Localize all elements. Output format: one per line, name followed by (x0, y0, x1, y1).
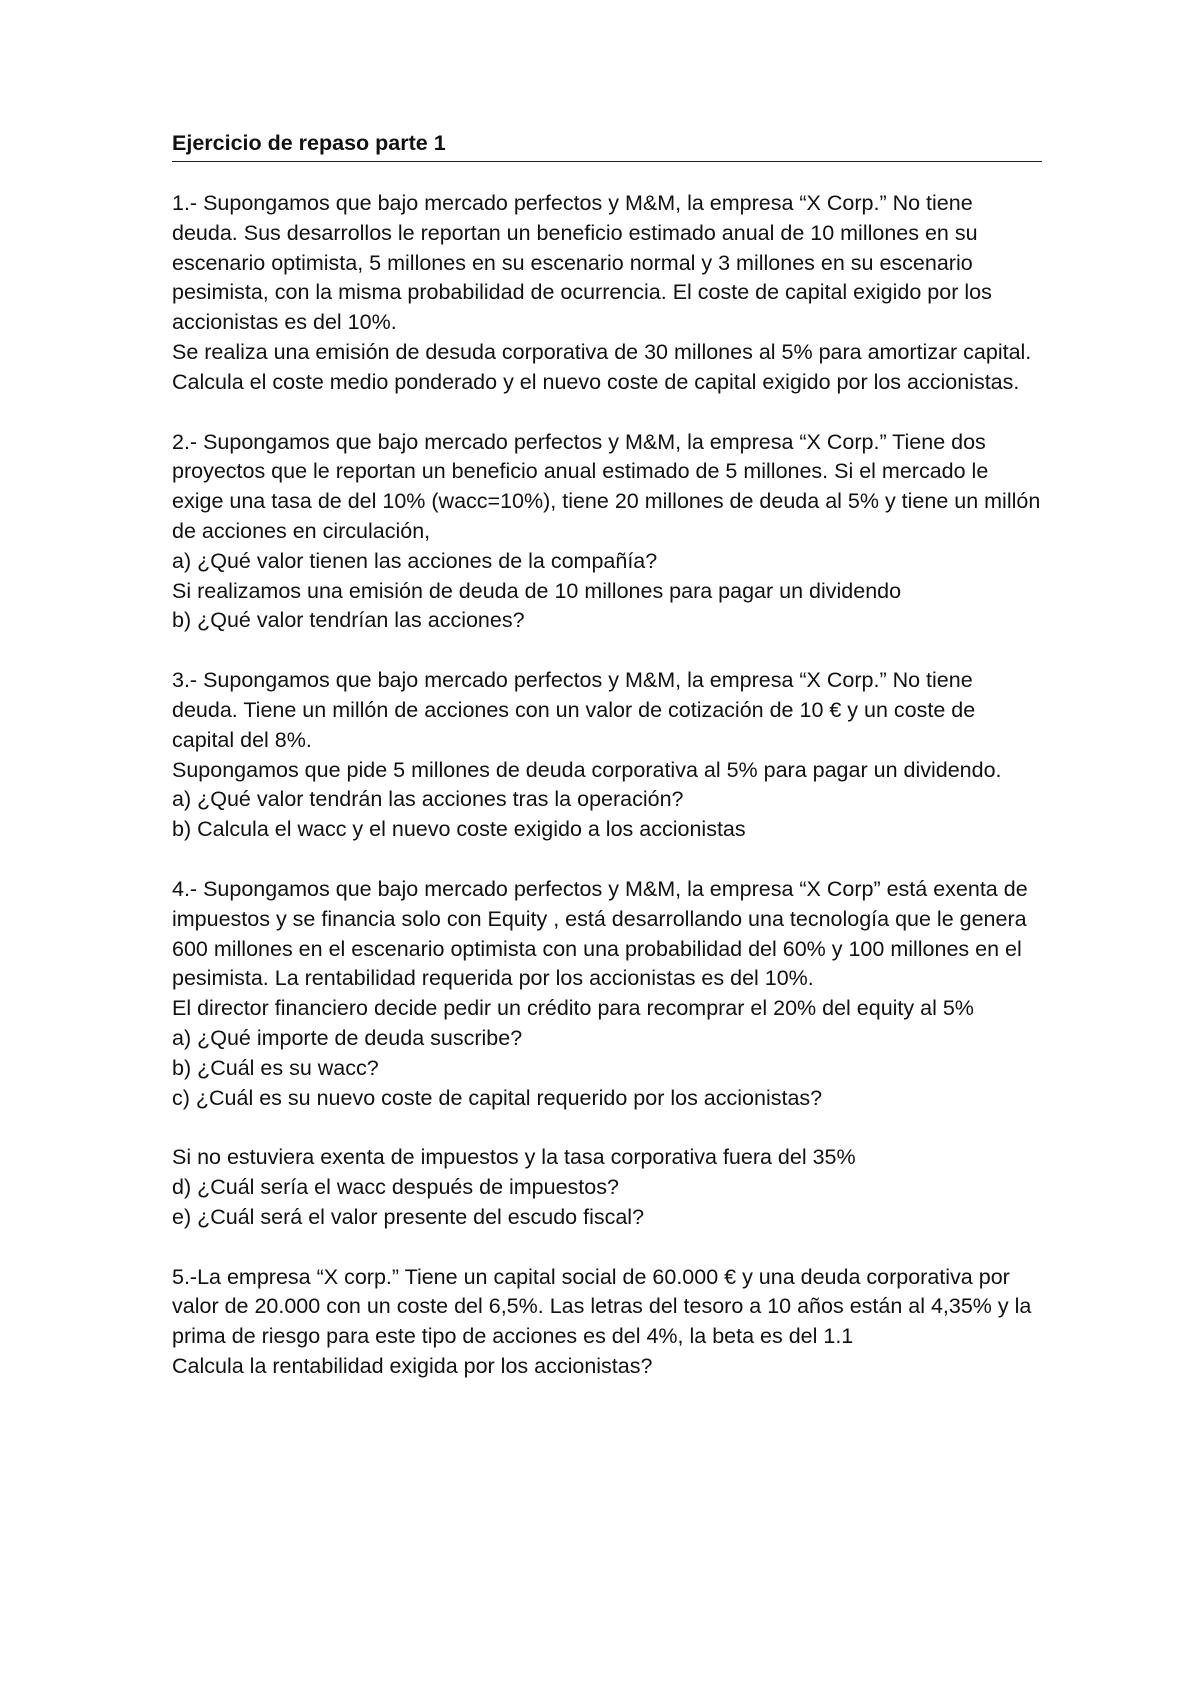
exercise-text-line: b) ¿Qué valor tendrían las acciones? (172, 608, 525, 633)
exercise-text-line: c) ¿Cuál es su nuevo coste de capital requerido por los accionistas? (172, 1085, 823, 1110)
exercise-text-line: e) ¿Cuál será el valor presente del escudo fiscal? (172, 1204, 645, 1229)
exercise-text-line: 2.- Supongamos que bajo mercado perfectos y M&M, la empresa “X Corp.” Tiene dos proyectos que le reportan un beneficio anual estimado de 5 millones. Si el mercado le exige una tasa de del 10% (wacc=10%), tiene 20 millones de deuda al 5% y tiene un millón de acciones en circulación, (172, 429, 1041, 543)
exercise-text-line: 1.- Supongamos que bajo mercado perfectos y M&M, la empresa “X Corp.” No tiene deuda. Sus desarrollos le reportan un beneficio estimado anual de 10 millones en su escenario optimista, 5 millones en su escenario normal y 3 millones en su escenario pesimista, con la misma probabilidad de ocurrencia. El coste de capital exigido por los accionistas es del 10%. (172, 191, 992, 335)
exercise-5 (172, 1263, 1042, 1382)
exercise-4 (172, 875, 1042, 1233)
exercise-text-line: 5.-La empresa “X corp.” Tiene un capital social de 60.000 € y una deuda corporativa por valor de 20.000 con un coste del 6,5%. Las letras del tesoro a 10 años están al 4,35% y la prima de riesgo para este tipo de acciones es del 4%, la beta es del 1.1 (172, 1264, 1032, 1349)
exercise-text-line: El director financiero decide pedir un crédito para recomprar el 20% del equity al 5% (172, 996, 974, 1021)
exercise-text-line: a) ¿Qué importe de deuda suscribe? (172, 1025, 523, 1050)
exercise-list (172, 189, 1042, 1382)
exercise-text-line: Supongamos que pide 5 millones de deuda corporativa al 5% para pagar un dividendo. (172, 757, 1002, 782)
exercise-1 (172, 189, 1042, 398)
exercise-3 (172, 666, 1042, 845)
exercise-2 (172, 428, 1042, 637)
exercise-text-line: b) ¿Cuál es su wacc? (172, 1055, 379, 1080)
exercise-text-line: b) Calcula el wacc y el nuevo coste exigido a los accionistas (172, 817, 746, 842)
exercise-text-line: 4.- Supongamos que bajo mercado perfectos y M&M, la empresa “X Corp” está exenta de impuestos y se financia solo con Equity , está desarrollando una tecnología que le genera 600 millones en el escenario optimista con una probabilidad del 60% y 100 millones en el pesimista. La rentabilidad requerida por los accionistas es del 10%. (172, 876, 1028, 991)
exercise-text-line: Calcula el coste medio ponderado y el nuevo coste de capital exigido por los accionistas. (172, 369, 1020, 394)
exercise-text-line: Si no estuviera exenta de impuestos y la tasa corporativa fuera del 35% (172, 1145, 856, 1170)
exercise-text-line: Se realiza una emisión de desuda corporativa de 30 millones al 5% para amortizar capital. (172, 339, 1032, 364)
exercise-text-line: 3.- Supongamos que bajo mercado perfectos y M&M, la empresa “X Corp.” No tiene deuda. Tiene un millón de acciones con un valor de cotización de 10 € y un coste de capital del 8%. (172, 668, 976, 752)
exercise-text-line: d) ¿Cuál sería el wacc después de impuestos? (172, 1174, 619, 1199)
document-page (172, 128, 1042, 1412)
exercise-text-line: a) ¿Qué valor tendrán las acciones tras la operación? (172, 787, 684, 812)
blank-line (172, 1113, 1042, 1143)
exercise-text-line: Calcula la rentabilidad exigida por los accionistas? (172, 1353, 653, 1378)
exercise-text-line: a) ¿Qué valor tienen las acciones de la compañía? (172, 548, 658, 573)
exercise-text-line: Si realizamos una emisión de deuda de 10 millones para pagar un dividendo (172, 578, 902, 603)
document-title: Ejercicio de repaso parte 1 (172, 128, 1042, 162)
